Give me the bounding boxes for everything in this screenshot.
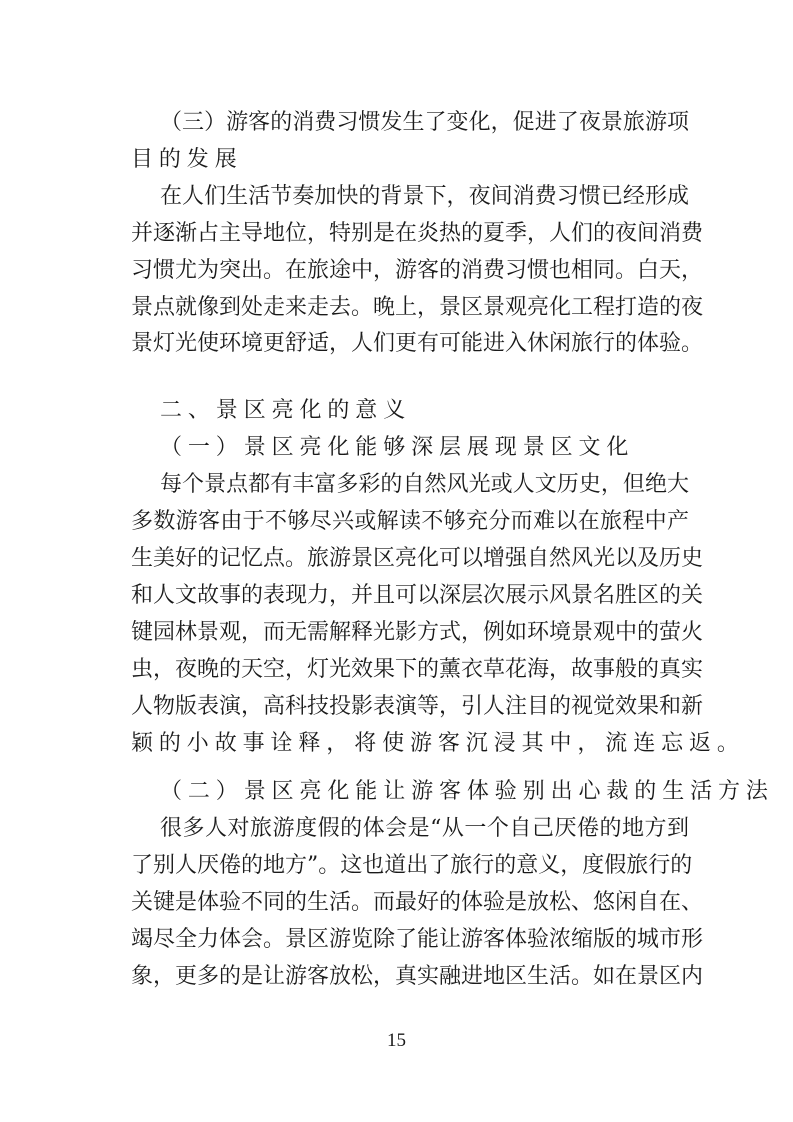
text-line: 关键是体验不同的生活。而最好的体验是放松、悠闲自在、 — [131, 890, 704, 915]
text-line: 竭尽全力体会。景区游览除了能让游客体验浓缩版的城市形 — [131, 927, 704, 952]
text-line: 景灯光使环境更舒适，人们更有可能进入休闲旅行的体验。 — [131, 331, 704, 356]
text-line: 在人们生活节奏加快的背景下，夜间消费习惯已经形成 — [160, 184, 689, 209]
text-line: 人物版表演，高科技投影表演等，引人注目的视觉效果和新 — [131, 694, 704, 719]
text-line: 生美好的记忆点。旅游景区亮化可以增强自然风光以及历史 — [131, 546, 704, 571]
text-line: 每个景点都有丰富多彩的自然风光或人文历史，但绝大 — [160, 472, 689, 497]
text-line: （二）景区亮化能让游客体验别出心裁的生活方法 — [160, 779, 774, 804]
text-line: 二、景区亮化的意义 — [160, 398, 412, 423]
text-line: 键园林景观，而无需解释光影方式，例如环境景观中的萤火 — [131, 620, 704, 645]
text-line: 和人文故事的表现力，并且可以深层次展示风景名胜区的关 — [131, 583, 704, 608]
text-line: 多数游客由于不够尽兴或解读不够充分而难以在旅程中产 — [131, 509, 689, 534]
text-line: 习惯尤为突出。在旅途中，游客的消费习惯也相同。白天， — [131, 258, 704, 283]
text-line: 很多人对旅游度假的体会是“从一个自己厌倦的地方到 — [160, 816, 689, 841]
text-line: （一）景区亮化能够深层展现景区文化 — [160, 435, 635, 460]
text-line: 象，更多的是让游客放松，真实融进地区生活。如在景区内 — [131, 964, 704, 989]
text-line: 了别人厌倦的地方”。这也道出了旅行的意义，度假旅行的 — [131, 853, 693, 878]
text-line: 颖的小故事诠释，将使游客沉浸其中，流连忘返。 — [131, 731, 745, 756]
text-line: 虫，夜晚的天空，灯光效果下的薰衣草花海，故事般的真实 — [131, 657, 704, 682]
text-line: （三）游客的消费习惯发生了变化，促进了夜景旅游项 — [160, 110, 689, 135]
text-line: 景点就像到处走来走去。晚上，景区景观亮化工程打造的夜 — [131, 295, 704, 320]
page-number: 15 — [387, 1030, 406, 1051]
text-line: 目的发展 — [131, 147, 243, 172]
text-line: 并逐渐占主导地位，特别是在炎热的夏季，人们的夜间消费 — [131, 221, 704, 246]
